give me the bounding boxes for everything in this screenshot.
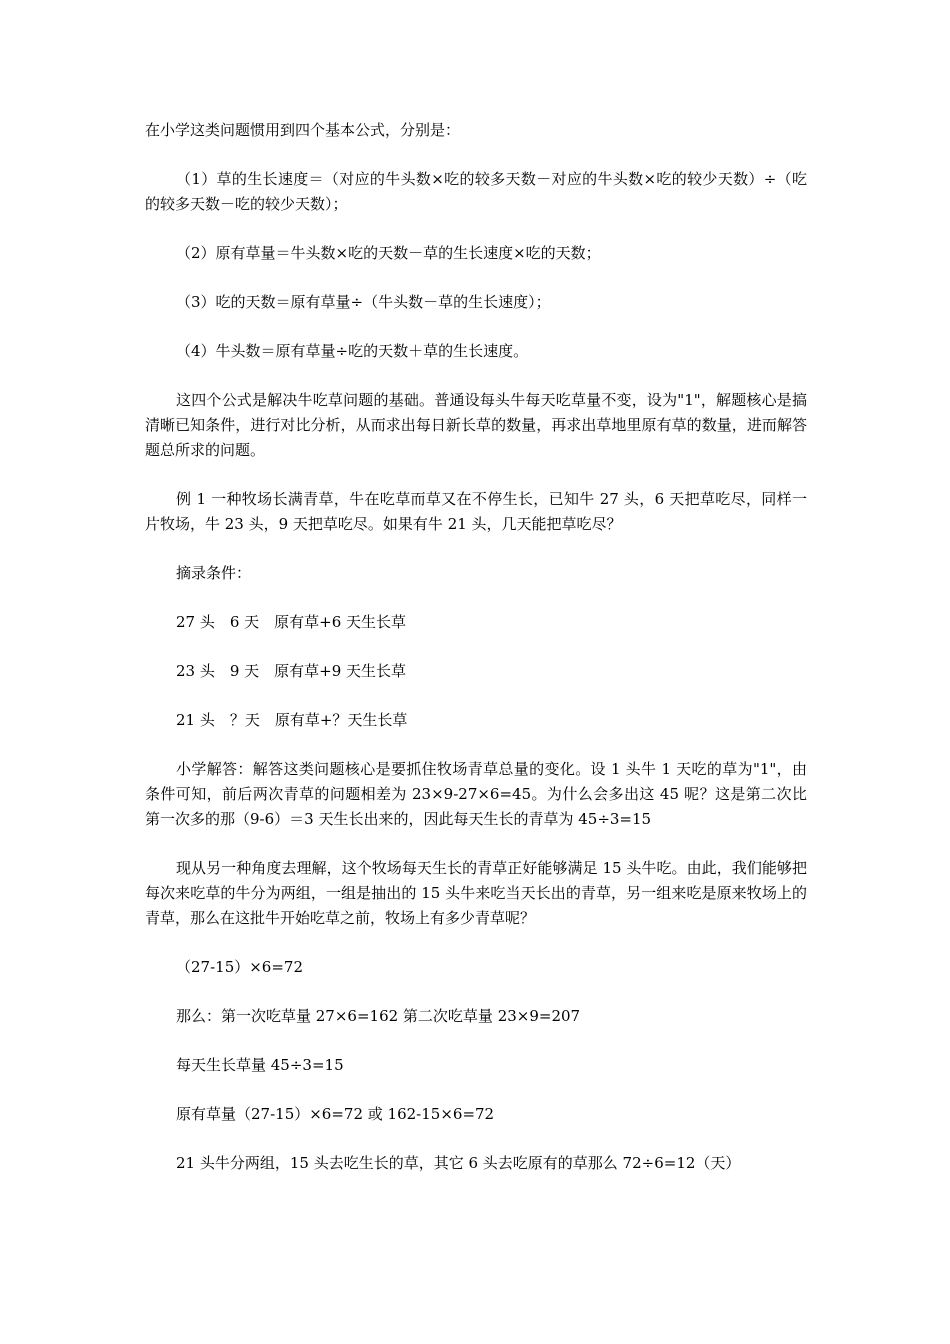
calculation-4: 原有草量（27-15）×6=72 或 162-15×6=72: [176, 1105, 495, 1123]
formula-2: （2）原有草量＝牛头数×吃的天数－草的生长速度×吃的天数；: [176, 244, 601, 262]
formula-3: （3）吃的天数＝原有草量÷（牛头数－草的生长速度）；: [176, 293, 551, 311]
condition-3: 21 头 ？天 原有草+？天生长草: [176, 711, 408, 729]
formula-4: （4）牛头数＝原有草量÷吃的天数＋草的生长速度。: [176, 342, 529, 360]
condition-2: 23 头 9 天 原有草+9 天生长草: [176, 662, 407, 680]
alternative-paragraph: 现从另一种角度去理解，这个牧场每天生长的青草正好能够满足 15 头牛吃。由此，我们能够把每次来吃草的牛分为两组，一组是抽出的 15 头牛来吃当天长出的青草，另一组来吃是原来牧场上的青草，那么在这批牛开始吃草之前，牧场上有多少青草呢？: [145, 859, 807, 927]
solution-paragraph: 小学解答：解答这类问题核心是要抓住牧场青草总量的变化。设 1 头牛 1 天吃的草为"1"，由条件可知，前后两次青草的问题相差为 23×9-27×6=45。为什么会多出这 45 呢？这是第二次比第一次多的那（9-6）＝3 天生长出来的，因此每天生长的青草为 45÷3=15: [145, 760, 807, 828]
formula-1: （1）草的生长速度＝（对应的牛头数×吃的较多天数－对应的牛头数×吃的较少天数）÷（吃的较多天数－吃的较少天数）；: [145, 170, 807, 213]
conditions-title: 摘录条件：: [176, 564, 252, 582]
calculation-2: 那么：第一次吃草量 27×6=162 第二次吃草量 23×9=207: [176, 1007, 581, 1025]
calculation-1: （27-15）×6=72: [176, 958, 304, 976]
calculation-3: 每天生长草量 45÷3=15: [176, 1056, 344, 1074]
calculation-5: 21 头牛分两组，15 头去吃生长的草，其它 6 头去吃原有的草那么 72÷6=12（天）: [176, 1154, 741, 1172]
condition-1: 27 头 6 天 原有草+6 天生长草: [176, 613, 407, 631]
document-body: [145, 118, 807, 1200]
intro-paragraph: 在小学这类问题惯用到四个基本公式，分别是：: [145, 121, 461, 139]
explanation-paragraph: 这四个公式是解决牛吃草问题的基础。普通设每头牛每天吃草量不变，设为"1"，解题核心是搞清晰已知条件，进行对比分析，从而求出每日新长草的数量，再求出草地里原有草的数量，进而解答题总所求的问题。: [145, 391, 807, 459]
example-paragraph: 例 1 一种牧场长满青草，牛在吃草而草又在不停生长，已知牛 27 头，6 天把草吃尽，同样一片牧场，牛 23 头，9 天把草吃尽。如果有牛 21 头，几天能把草吃尽？: [145, 490, 807, 533]
